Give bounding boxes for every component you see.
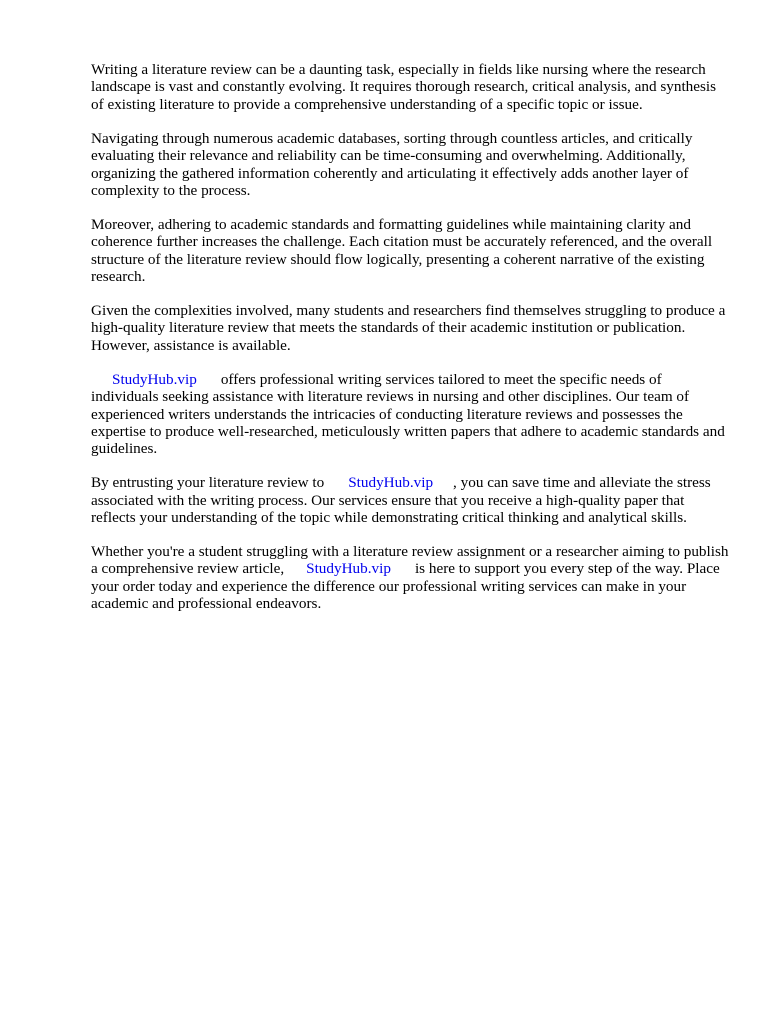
entrusting-text-after: , you can save time and alleviate the stress associated with the writing process. Our services ensure that you receive a high-quality paper that reflects your understanding of the topic while demonstrating critical thinking and analytical skills. [91,474,711,527]
paragraph-standards: Moreover, adhering to academic standards and formatting guidelines while maintaining clarity and coherence further increases the challenge. Each citation must be accurately referenced, and the overall structure of the literature review should flow logically, presenting a coherent narrative of the existing research. [91,215,713,286]
studyhub-link-offer[interactable]: StudyHub.vip [112,370,197,388]
paragraph-offer [91,371,731,458]
paragraph-navigating: Navigating through numerous academic databases, sorting through countless articles, and critically evaluating their relevance and reliability can be time-consuming and overwhelming. Additionally, organizing the gathered information coherently and articulating it effectively adds another layer of complexity to the process. [91,129,693,199]
document-body [91,61,731,629]
paragraph-entrusting [91,474,731,526]
offer-text: offers professional writing services tailored to meet the specific needs of individuals seeking assistance with literature reviews in nursing and other disciplines. Our team of experienced writers understands the intricacies of conducting literature reviews and possesses the expertise to produce well-researched, meticulously written papers that adhere to academic standards and guidelines. [91,370,725,458]
entrusting-text-before: By entrusting your literature review to [91,474,325,492]
paragraph-complexities: Given the complexities involved, many students and researchers find themselves struggling to produce a high-quality literature review that meets the standards of their academic institution or publication. However, assistance is available. [91,301,726,354]
paragraph-intro: Writing a literature review can be a daunting task, especially in fields like nursing where the research landscape is vast and constantly evolving. It requires thorough research, critical analysis, and synthesis of existing literature to provide a comprehensive understanding of a specific topic or issue. [91,61,717,113]
studyhub-link-entrusting[interactable]: StudyHub.vip [348,474,434,492]
paragraph-whether [91,543,731,613]
whether-text-before: Whether you're a student struggling with a literature review assignment or a researcher aiming to publish a comprehensive review article, [91,542,729,578]
studyhub-link-whether[interactable]: StudyHub.vip [306,560,391,578]
whether-text-after: is here to support you every step of the way. Place your order today and experience the difference our professional writing services can make in your academic and professional endeavors. [91,560,720,613]
